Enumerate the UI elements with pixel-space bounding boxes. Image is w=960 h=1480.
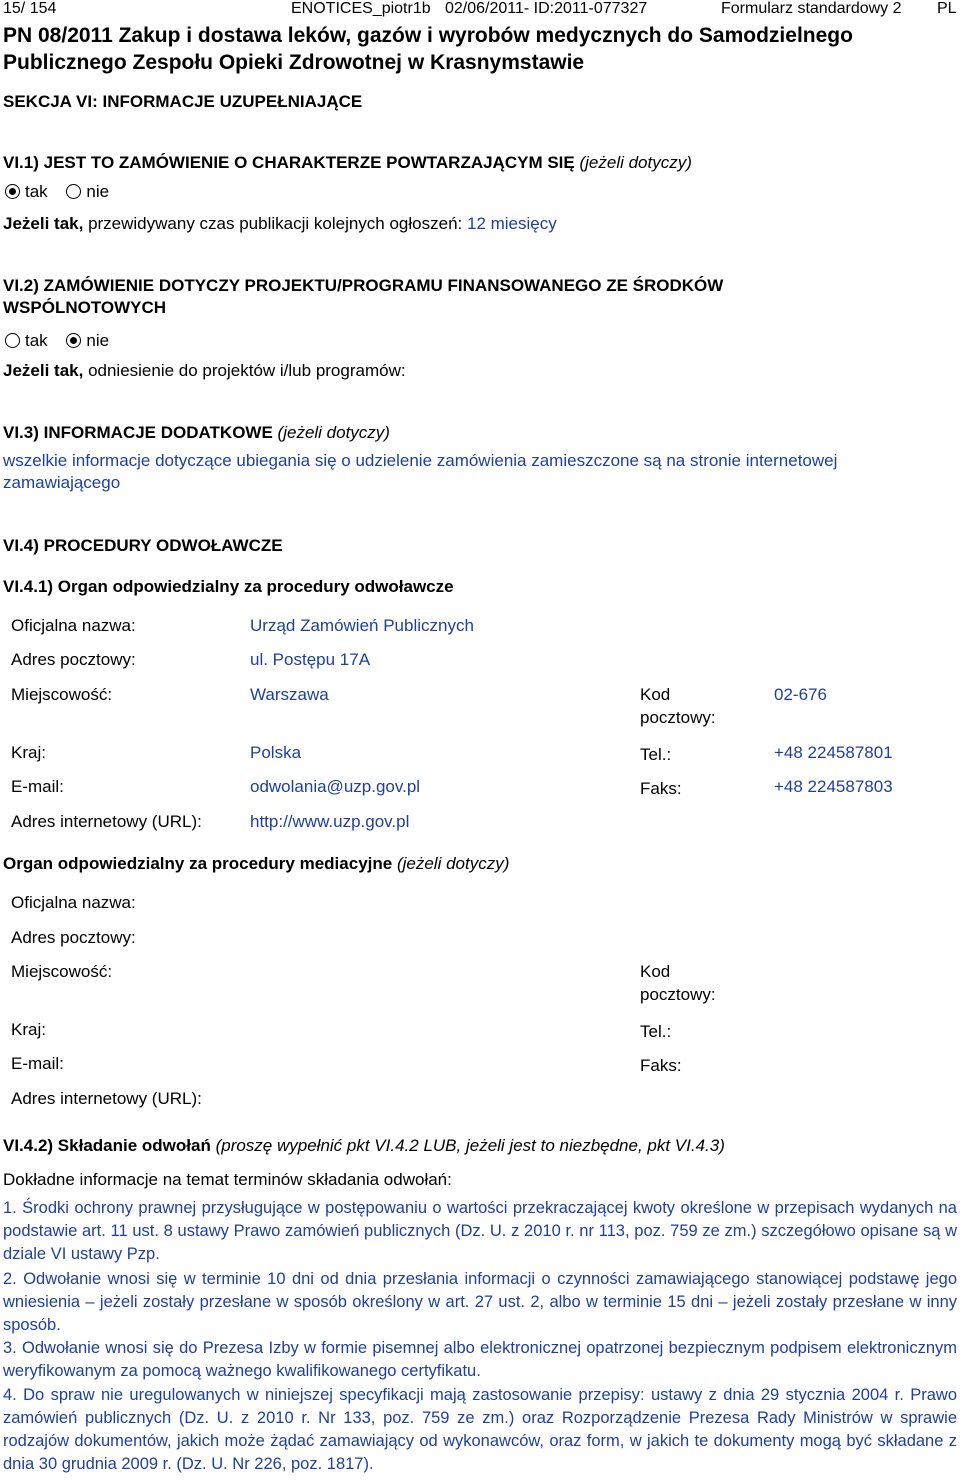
value-postal-address: ul. Postępu 17A: [250, 650, 371, 669]
section-heading: SEKCJA VI: INFORMACJE UZUPEŁNIAJĄCE: [3, 92, 363, 111]
vi1-heading-text: VI.1) JEST TO ZAMÓWIENIE O CHARAKTERZE POWTARZAJĄCYM SIĘ: [3, 153, 575, 172]
vi42-heading: [3, 1135, 957, 1157]
notice-title: PN 08/2011 Zakup i dostawa leków, gazów i wyrobów medycznych do Samodzielnego Publicznego Zespołu Opieki Zdrowotnej w Krasnymstawie: [3, 24, 853, 74]
mediation-label-country: Kraj:: [11, 1020, 46, 1039]
vi1-radio-group: [5, 182, 123, 202]
vi2-radio-tak[interactable]: [5, 333, 20, 348]
mediation-label-fax: Faks:: [640, 1056, 682, 1075]
vi2-radio-group: [5, 331, 123, 351]
vi2-radio-nie-label: nie: [86, 331, 110, 350]
value-city: Warszawa: [250, 685, 329, 704]
mediation-label-official-name: Oficjalna nazwa:: [11, 893, 136, 912]
mediation-label-city: Miejscowość:: [11, 962, 113, 981]
mediation-heading: [3, 853, 957, 875]
vi1-question-bold: Jeżeli tak,: [3, 214, 84, 233]
label-official-name: Oficjalna nazwa:: [11, 616, 136, 635]
value-email[interactable]: odwolania@uzp.gov.pl: [250, 777, 421, 796]
vi1-question: [3, 213, 957, 235]
form-name: Formularz standardowy 2: [721, 0, 902, 17]
vi2-radio-nie[interactable]: [66, 333, 81, 348]
label-email: E-mail:: [11, 777, 64, 796]
label-city: Miejscowość:: [11, 685, 113, 704]
page-number: 15/ 154: [3, 0, 57, 17]
mediation-heading-text: Organ odpowiedzialny za procedury mediacyjne: [3, 854, 393, 873]
page-header: [3, 0, 957, 22]
vi42-heading-text: VI.4.2) Składanie odwołań: [3, 1136, 211, 1155]
value-phone: +48 224587801: [774, 743, 893, 762]
vi2-question-bold: Jeżeli tak,: [3, 361, 84, 380]
vi41-heading: VI.4.1) Organ odpowiedzialny za procedury odwoławcze: [3, 577, 454, 596]
vi3-heading: [3, 422, 957, 444]
mediation-label-postal-code: Kod pocztowy:: [640, 962, 716, 1004]
vi2-heading: [3, 275, 833, 319]
mediation-label-phone: Tel.:: [640, 1022, 672, 1041]
details-item-2: 2. Odwołanie wnosi się w terminie 10 dni od dnia przesłania informacji o czynności zamawiającego stanowiącej podstawę jego wniesienia – jeżeli zostały przesłane w sposób określony w art. 27 ust. 2, albo w terminie 15 dni – jeżeli zostały przesłane w inny sposób.: [3, 1270, 957, 1334]
value-postal-code: 02-676: [774, 685, 827, 704]
vi1-radio-tak-label: tak: [25, 182, 48, 201]
vi4-heading: VI.4) PROCEDURY ODWOŁAWCZE: [3, 536, 283, 555]
vi42-heading-note: (proszę wypełnić pkt VI.4.2 LUB, jeżeli jest to niezbędne, pkt VI.4.3): [215, 1136, 725, 1155]
vi3-heading-text: VI.3) INFORMACJE DODATKOWE: [3, 423, 273, 442]
vi2-heading-text: VI.2) ZAMÓWIENIE DOTYCZY PROJEKTU/PROGRAMU FINANSOWANEGO ZE ŚRODKÓW WSPÓLNOTOWYCH: [3, 276, 724, 317]
label-country: Kraj:: [11, 743, 46, 762]
vi2-question: [3, 360, 957, 382]
label-postal-address: Adres pocztowy:: [11, 650, 136, 669]
vi2-radio-tak-label: tak: [25, 331, 48, 350]
label-fax: Faks:: [640, 779, 682, 798]
mediation-label-url: Adres internetowy (URL):: [11, 1089, 202, 1108]
value-fax: +48 224587803: [774, 777, 893, 796]
mediation-heading-note: (jeżeli dotyczy): [396, 854, 510, 873]
vi1-radio-nie[interactable]: [66, 184, 81, 199]
vi1-heading-note: (jeżeli dotyczy): [579, 153, 692, 172]
vi1-radio-nie-label: nie: [86, 182, 110, 201]
details-item-4: 4. Do spraw nie uregulowanych w niniejszej specyfikacji mają zastosowanie przepisy: ustawy z dnia 29 stycznia 2004 r. Prawo zamówień publicznych (Dz. U. z 2010 r. Nr 133, poz. 759 ze zm.) oraz Rozporządzenie Prezesa Rady Ministrów w sprawie rodzajów dokumentów, jakich może żądać zamawiający od wykonawców, oraz form, w jakich te dokumenty mogą być składane z dnia 30 grudnia 2009 r. (Dz. U. Nr 226, poz. 1817).: [3, 1386, 957, 1473]
vi1-answer: 12 miesięcy: [466, 214, 557, 233]
vi42-details-label: Dokładne informacje na temat terminów składania odwołań:: [3, 1170, 452, 1189]
form-language: PL: [937, 0, 957, 17]
details-item-1: 1. Środki ochrony prawnej przysługujące w postępowaniu o wartości przekraczającej kwoty określone w przepisach wydanych na podstawie art. 11 ust. 8 ustawy Prawo zamówień publicznych (Dz. U. z 2010 r. nr 113, poz. 759 ze zm.) szczegółowo opisane są w dziale VI ustawy Pzp.: [3, 1199, 957, 1263]
document-date-id: 02/06/2011- ID:2011-077327: [445, 0, 648, 17]
vi1-question-text: przewidywany czas publikacji kolejnych ogłoszeń:: [88, 214, 463, 233]
label-url: Adres internetowy (URL):: [11, 812, 202, 831]
label-phone: Tel.:: [640, 745, 672, 764]
details-item-3: 3. Odwołanie wnosi się do Prezesa Izby w formie pisemnej albo elektronicznej opatrzonej bezpiecznym podpisem elektronicznym weryfikowanym za pomocą ważnego kwalifikowanego certyfikatu.: [3, 1339, 957, 1380]
vi3-text: wszelkie informacje dotyczące ubiegania się o udzielenie zamówienia zamieszczone są na stronie internetowej zamawiającego: [3, 451, 838, 492]
label-postal-code: Kod pocztowy:: [640, 685, 716, 727]
vi2-question-text: odniesienie do projektów i/lub programów:: [88, 361, 406, 380]
value-official-name: Urząd Zamówień Publicznych: [250, 616, 474, 635]
value-url[interactable]: http://www.uzp.gov.pl: [250, 812, 410, 831]
vi1-radio-tak[interactable]: [5, 184, 20, 199]
mediation-label-email: E-mail:: [11, 1054, 64, 1073]
vi1-heading: [3, 152, 957, 174]
document-id: ENOTICES_piotr1b: [291, 0, 431, 17]
mediation-label-postal-address: Adres pocztowy:: [11, 928, 136, 947]
vi3-heading-note: (jeżeli dotyczy): [277, 423, 390, 442]
value-country: Polska: [250, 743, 302, 762]
